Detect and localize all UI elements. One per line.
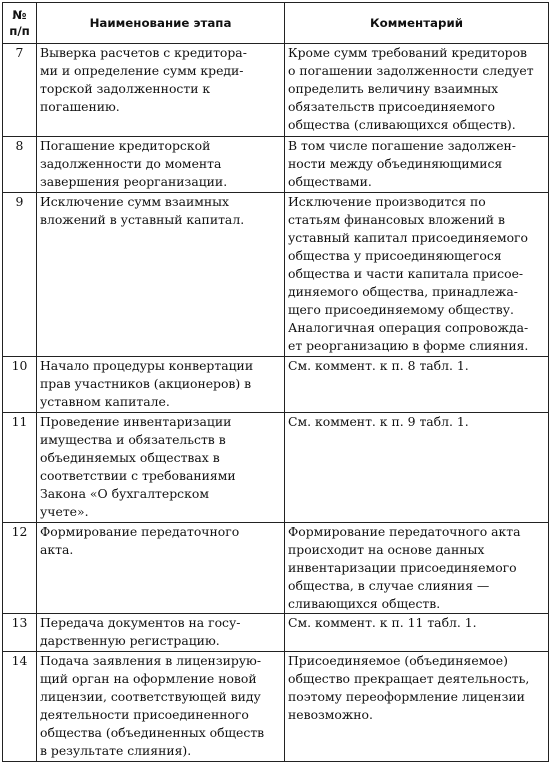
stages-table (2, 2, 549, 762)
stage-comment: Исключение производится по статьям финансовых вложений в уставный капитал присоединяемого общества у присоединяющегося общества и части капитала присое- диняемого общества, принадлежа- щего присоединяемому обществу. Аналогичная операция сопровожда- ет реорганизацию в форме слияния. (285, 193, 549, 357)
header-num: № п/п (3, 3, 37, 44)
row-number: 7 (3, 44, 37, 137)
row-number: 9 (3, 193, 37, 357)
row-number: 14 (3, 652, 37, 762)
row-number: 13 (3, 614, 37, 652)
table-row (3, 137, 549, 193)
stage-comment: См. коммент. к п. 9 табл. 1. (285, 413, 549, 523)
stage-comment: См. коммент. к п. 11 табл. 1. (285, 614, 549, 652)
stage-comment: Формирование передаточного акта происходит на основе данных инвентаризации присоединяемого общества, в случае слияния — сливающихся обществ. (285, 523, 549, 614)
stage-name: Проведение инвентаризации имущества и обязательств в объединяемых обществах в соответствии с требованиями Закона «О бухгалтерском учете». (37, 413, 285, 523)
stage-comment: Присоединяемое (объединяемое) общество прекращает деятельность, поэтому переоформление лицензии невозможно. (285, 652, 549, 762)
stage-name: Исключение сумм взаимных вложений в уставный капитал. (37, 193, 285, 357)
stage-name: Подача заявления в лицензирую- щий орган на оформление новой лицензии, соответствующей виду деятельности присоединенного общества (объединенных обществ в результате слияния). (37, 652, 285, 762)
header-stage: Наименование этапа (37, 3, 285, 44)
stage-name: Формирование передаточного акта. (37, 523, 285, 614)
table-row (3, 652, 549, 762)
table-row (3, 193, 549, 357)
stage-name: Выверка расчетов с кредитора- ми и определение сумм креди- торской задолженности к погашению. (37, 44, 285, 137)
table-row (3, 357, 549, 413)
stage-name: Передача документов на госу- дарственную регистрацию. (37, 614, 285, 652)
stage-comment: См. коммент. к п. 8 табл. 1. (285, 357, 549, 413)
row-number: 10 (3, 357, 37, 413)
stage-name: Погашение кредиторской задолженности до момента завершения реорганизации. (37, 137, 285, 193)
row-number: 11 (3, 413, 37, 523)
header-row (3, 3, 549, 44)
header-comment: Комментарий (285, 3, 549, 44)
table-row (3, 44, 549, 137)
table-row (3, 614, 549, 652)
row-number: 8 (3, 137, 37, 193)
table-row (3, 413, 549, 523)
table-row (3, 523, 549, 614)
row-number: 12 (3, 523, 37, 614)
stage-comment: Кроме сумм требований кредиторов о погашении задолженности следует определить величину взаимных обязательств присоединяемого общества (сливающихся обществ). (285, 44, 549, 137)
stage-name: Начало процедуры конвертации прав участников (акционеров) в уставном капитале. (37, 357, 285, 413)
stage-comment: В том числе погашение задолжен- ности между объединяющимися обществами. (285, 137, 549, 193)
